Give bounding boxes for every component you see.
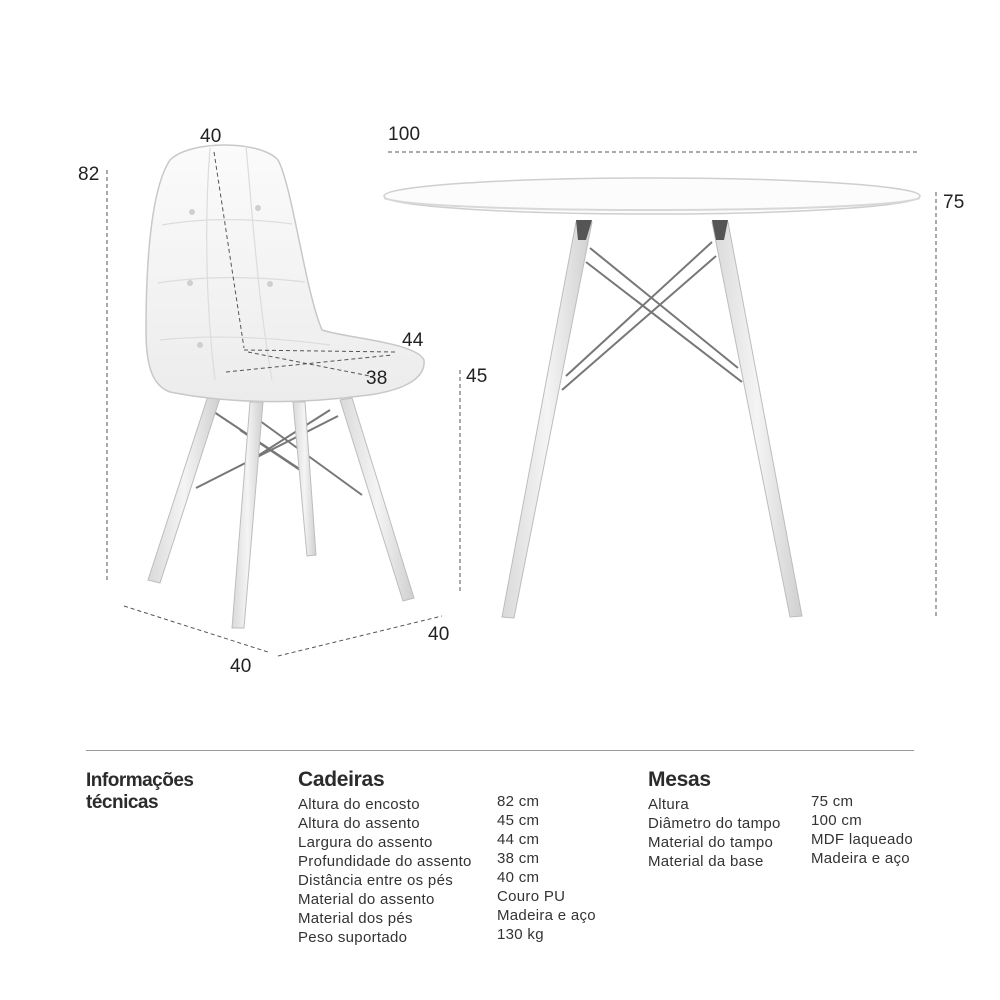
mesas-value: Madeira e aço (811, 850, 910, 867)
cadeiras-value: 38 cm (497, 850, 540, 867)
table-top (384, 178, 920, 214)
seat-height-label: 45 (466, 366, 488, 387)
cadeiras-value: 130 kg (497, 926, 544, 943)
cadeiras-title: Cadeiras (298, 768, 385, 791)
mesas-title: Mesas (648, 768, 711, 791)
mesas-label: Diâmetro do tampo (648, 815, 781, 832)
info-title (86, 770, 266, 814)
cadeiras-value: 44 cm (497, 831, 540, 848)
seat-width-label: 44 (402, 330, 424, 351)
seat-depth-label: 38 (366, 368, 388, 389)
feet-width-label: 40 (428, 624, 450, 645)
mesas-values (811, 792, 913, 868)
info-title-line2: técnicas (86, 792, 159, 813)
chair-front-leg (232, 402, 263, 628)
cadeiras-value: 45 cm (497, 812, 540, 829)
chair-back-leg (293, 402, 316, 556)
mesas-value: MDF laqueado (811, 831, 913, 848)
cadeiras-label: Material dos pés (298, 910, 413, 927)
cadeiras-label: Material do assento (298, 891, 435, 908)
chair-height-label: 82 (78, 164, 100, 185)
mesas-value: 100 cm (811, 812, 862, 829)
table-brackets (576, 220, 728, 240)
info-title-line1: Informações (86, 770, 194, 791)
section-divider (86, 750, 914, 751)
chair-shell (146, 145, 424, 402)
cadeiras-value: 40 cm (497, 869, 540, 886)
mesas-label: Material do tampo (648, 834, 774, 851)
chair-left-leg (148, 396, 220, 583)
mesas-label: Material da base (648, 853, 764, 870)
cadeiras-label: Largura do assento (298, 834, 433, 851)
cadeiras-values (497, 792, 596, 944)
cadeiras-label: Distância entre os pés (298, 872, 454, 889)
cadeiras-label: Altura do assento (298, 815, 420, 832)
mesas-value: 75 cm (811, 793, 854, 810)
table-diameter-label: 100 (388, 124, 421, 145)
table-right-leg (712, 222, 802, 617)
cadeiras-value: Madeira e aço (497, 907, 596, 924)
chair-steel-rods (196, 410, 362, 495)
mesas-label: Altura (648, 796, 689, 813)
chair-drawing (107, 145, 460, 656)
table-left-leg (502, 222, 592, 618)
chair-top-width-label: 40 (200, 126, 222, 147)
cadeiras-value: 82 cm (497, 793, 540, 810)
table-height-label: 75 (943, 192, 965, 213)
cadeiras-label: Profundidade do assento (298, 853, 472, 870)
chair-right-leg (340, 398, 414, 601)
cadeiras-label: Peso suportado (298, 929, 408, 946)
cadeiras-value: Couro PU (497, 888, 566, 905)
table-steel-rods (562, 242, 742, 390)
cadeiras-label: Altura do encosto (298, 796, 420, 813)
mesas-labels (648, 795, 781, 871)
feet-depth-label: 40 (230, 656, 252, 677)
cadeiras-labels (298, 795, 472, 947)
chair-footprint-lines (124, 606, 442, 656)
